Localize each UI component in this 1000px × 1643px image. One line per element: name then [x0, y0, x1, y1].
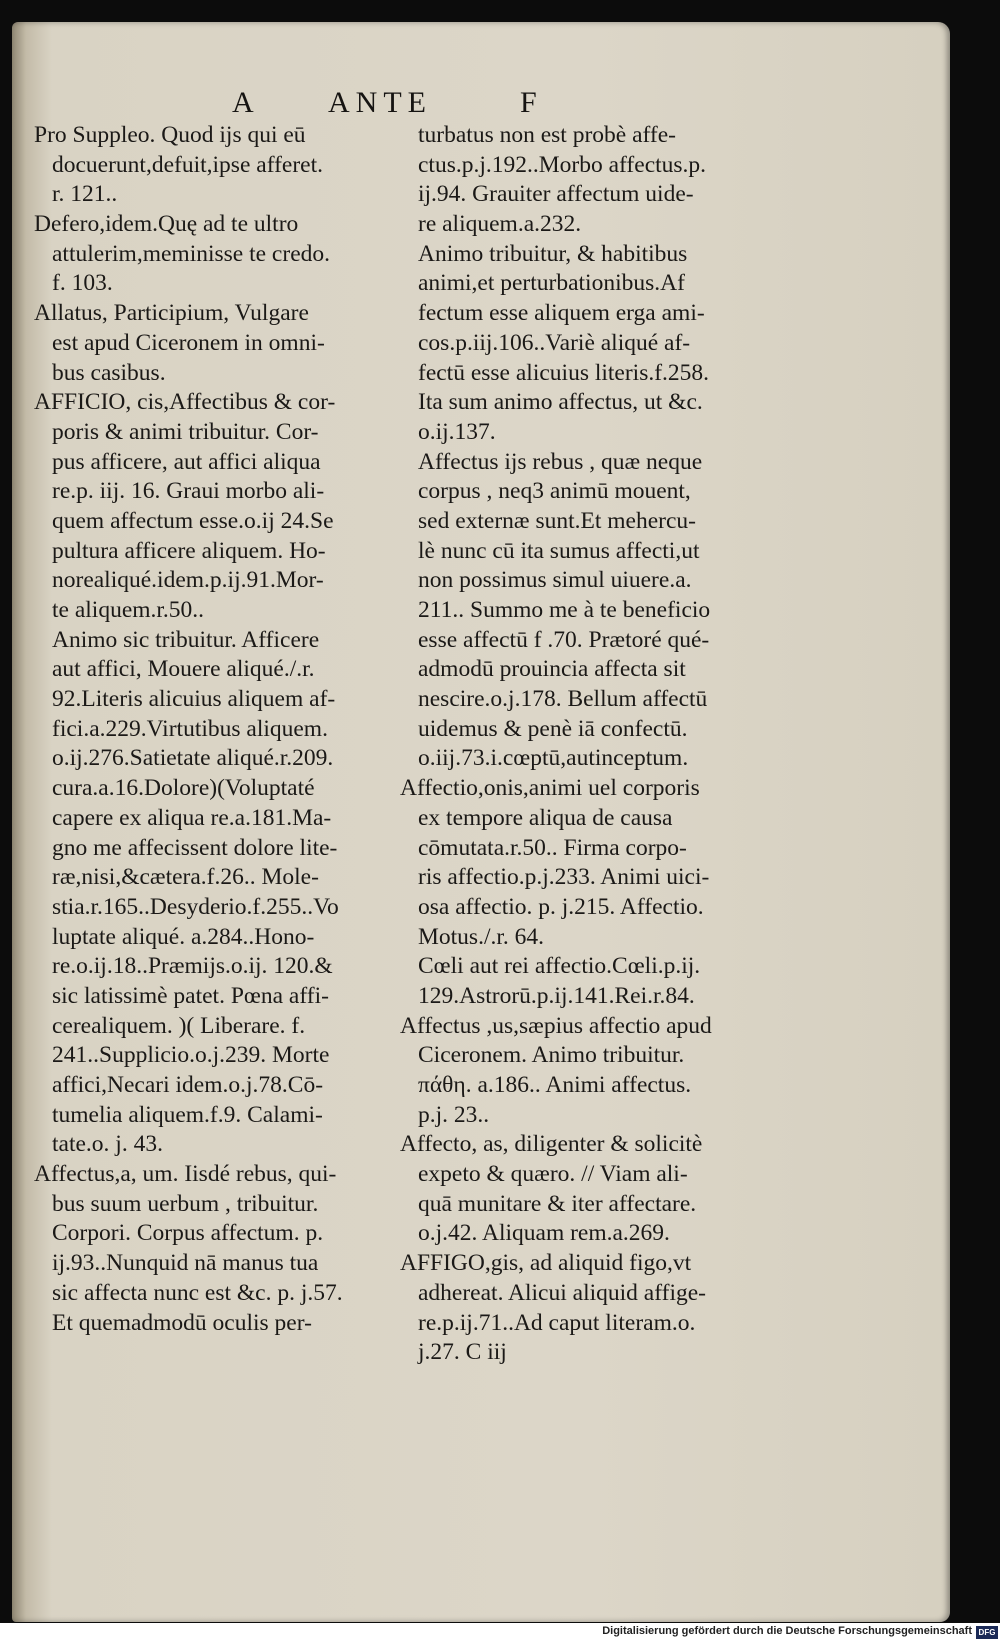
text-line: aut affici, Mouere aliqué./.r. — [52, 656, 315, 683]
text-line: gno me affecissent dolore lite- — [52, 834, 338, 861]
text-line: pultura afficere aliquem. Ho- — [52, 537, 326, 564]
text-line: bus casibus. — [52, 359, 166, 386]
text-line: norealiqué.idem.p.ij.91.Mor- — [52, 567, 324, 594]
text-line: sic latissimè patet. Pœna affi- — [52, 982, 329, 1009]
text-line: luptate aliqué. a.284..Hono- — [52, 923, 315, 950]
text-line: corpus , neq3 animū mouent, — [418, 478, 691, 505]
text-line: Ciceronem. Animo tribuitur. — [418, 1042, 685, 1069]
text-line: Et quemadmodū oculis per- — [52, 1309, 312, 1336]
text-line: re aliquem.a.232. — [418, 211, 582, 238]
dfg-logo: DFG — [976, 1626, 998, 1639]
text-line: Allatus, Participium, Vulgare — [34, 300, 309, 327]
header-center: ANTE — [328, 86, 432, 119]
text-line: stia.r.165..Desyderio.f.255..Vo — [52, 893, 339, 920]
text-line: est apud Ciceronem in omni- — [52, 329, 325, 356]
text-line: admodū prouincia affecta sit — [418, 656, 686, 683]
text-line: AFFIGO,gis, ad aliquid figo,vt — [400, 1250, 692, 1277]
text-line: ij.93..Nunquid nā manus tua — [52, 1250, 319, 1277]
text-line: fectum esse aliquem erga ami- — [418, 300, 705, 327]
text-line: o.ij.137. — [418, 418, 496, 445]
text-line: j.27. C iij — [418, 1339, 507, 1366]
text-line: bus suum uerbum , tribuitur. — [52, 1190, 319, 1217]
text-line: sed externæ sunt.Et mehercu- — [418, 507, 696, 534]
text-line: f. 103. — [52, 270, 113, 297]
text-line: ctus.p.j.192..Morbo affectus.p. — [418, 151, 707, 178]
text-line: adhereat. Alicui aliquid affige- — [418, 1279, 706, 1306]
text-line: cos.p.iij.106..Variè aliqué af- — [418, 329, 691, 356]
text-line: 241..Supplicio.o.j.239. Morte — [52, 1042, 330, 1069]
text-line: cura.a.16.Dolore)(Voluptaté — [52, 775, 315, 802]
text-line: animi,et perturbationibus.Af — [418, 270, 685, 297]
right-column — [400, 121, 768, 1368]
text-line: attulerim,meminisse te credo. — [52, 240, 330, 267]
text-line: expeto & quæro. // Viam ali- — [418, 1161, 688, 1188]
text-line: te aliquem.r.50.. — [52, 597, 205, 623]
text-line: ræ,nisi,&cætera.f.26.. Mole- — [52, 864, 319, 891]
text-line: p.j. 23.. — [418, 1101, 490, 1128]
text-line: Defero,idem.Quę ad te ultro — [34, 211, 299, 238]
text-line: re.o.ij.18..Præmijs.o.ij. 120.& — [52, 953, 333, 980]
text-line: quā munitare & iter affectare. — [418, 1190, 697, 1217]
text-line: tate.o. j. 43. — [52, 1131, 163, 1158]
text-line: 92.Literis alicuius aliquem af- — [52, 686, 336, 713]
footer-credit: Digitalisierung gefördert durch die Deutsche Forschungsgemeinschaft — [602, 1625, 972, 1637]
text-line: ex tempore aliqua de causa — [418, 804, 673, 831]
text-line: re.p. iij. 16. Graui morbo ali- — [52, 478, 325, 505]
text-line: docuerunt,defuit,ipse afferet. — [52, 151, 324, 178]
text-line: Animo tribuitur, & habitibus — [418, 240, 688, 267]
text-line: osa affectio. p. j.215. Affectio. — [418, 893, 704, 920]
text-line: 129.Astrorū.p.ij.141.Rei.r.84. — [418, 982, 695, 1009]
text-line: Animo sic tribuitur. Afficere — [52, 626, 320, 653]
header-left: A — [232, 86, 260, 119]
text-line: lè nunc cū ita sumus affecti,ut — [418, 537, 700, 564]
running-header — [0, 86, 1000, 122]
text-line: sic affecta nunc est &c. p. j.57. — [52, 1279, 343, 1306]
text-line: Affectus ,us,sæpius affectio apud — [400, 1012, 712, 1039]
text-line: r. 121.. — [52, 181, 118, 208]
text-line: tumelia aliquem.f.9. Calami- — [52, 1101, 323, 1128]
text-line: affici,Necari idem.o.j.78.Cō- — [52, 1072, 324, 1098]
text-line: capere ex aliqua re.a.181.Ma- — [52, 804, 332, 831]
text-line: o.iij.73.i.cœptū,autinceptum. — [418, 745, 689, 772]
text-line: AFFICIO, cis,Affectibus & cor- — [34, 389, 336, 416]
header-right: F — [520, 86, 543, 119]
text-line: ij.94. Grauiter affectum uide- — [418, 181, 694, 208]
text-line: fici.a.229.Virtutibus aliquem. — [52, 715, 328, 742]
text-line: fectū esse alicuius literis.f.258. — [418, 359, 710, 386]
text-line: quem affectum esse.o.ij 24.Se — [52, 507, 334, 534]
text-line: re.p.ij.71..Ad caput literam.o. — [418, 1309, 696, 1336]
text-line: pus afficere, aut affici aliqua — [52, 448, 321, 475]
text-line: o.ij.276.Satietate aliqué.r.209. — [52, 745, 334, 772]
text-line: o.j.42. Aliquam rem.a.269. — [418, 1220, 670, 1247]
text-line: Corpori. Corpus affectum. p. — [52, 1220, 324, 1247]
text-line: non possimus simul uiuere.a. — [418, 567, 692, 594]
text-line: 211.. Summo me à te beneficio — [418, 597, 711, 623]
text-line: Affecto, as, diligenter & solicitè — [400, 1131, 703, 1158]
text-line: cōmutata.r.50.. Firma corpo- — [418, 834, 687, 861]
text-line: Affectio,onis,animi uel corporis — [400, 775, 700, 802]
text-line: Pro Suppleo. Quod ijs qui eū — [34, 122, 306, 148]
text-line: πάθη. a.186.. Animi affectus. — [418, 1072, 692, 1098]
text-line: Motus./.r. 64. — [418, 923, 545, 950]
text-line: Affectus ijs rebus , quæ neque — [418, 448, 703, 475]
text-line: nescire.o.j.178. Bellum affectū — [418, 686, 708, 713]
text-line: esse affectū f .70. Prætoré qué- — [418, 626, 710, 653]
left-column — [34, 121, 404, 1338]
text-line: Ita sum animo affectus, ut &c. — [418, 389, 703, 416]
text-line: cerealiquem. )( Liberare. f. — [52, 1012, 306, 1039]
text-line: ris affectio.p.j.233. Animi uici- — [418, 864, 710, 891]
text-line: turbatus non est probè affe- — [418, 122, 676, 148]
text-line: Cœli aut rei affectio.Cœli.p.ij. — [418, 953, 701, 980]
text-line: poris & animi tribuitur. Cor- — [52, 418, 319, 445]
text-line: Affectus,a, um. Iisdé rebus, qui- — [34, 1161, 337, 1188]
text-line: uidemus & penè iā confectū. — [418, 715, 688, 742]
